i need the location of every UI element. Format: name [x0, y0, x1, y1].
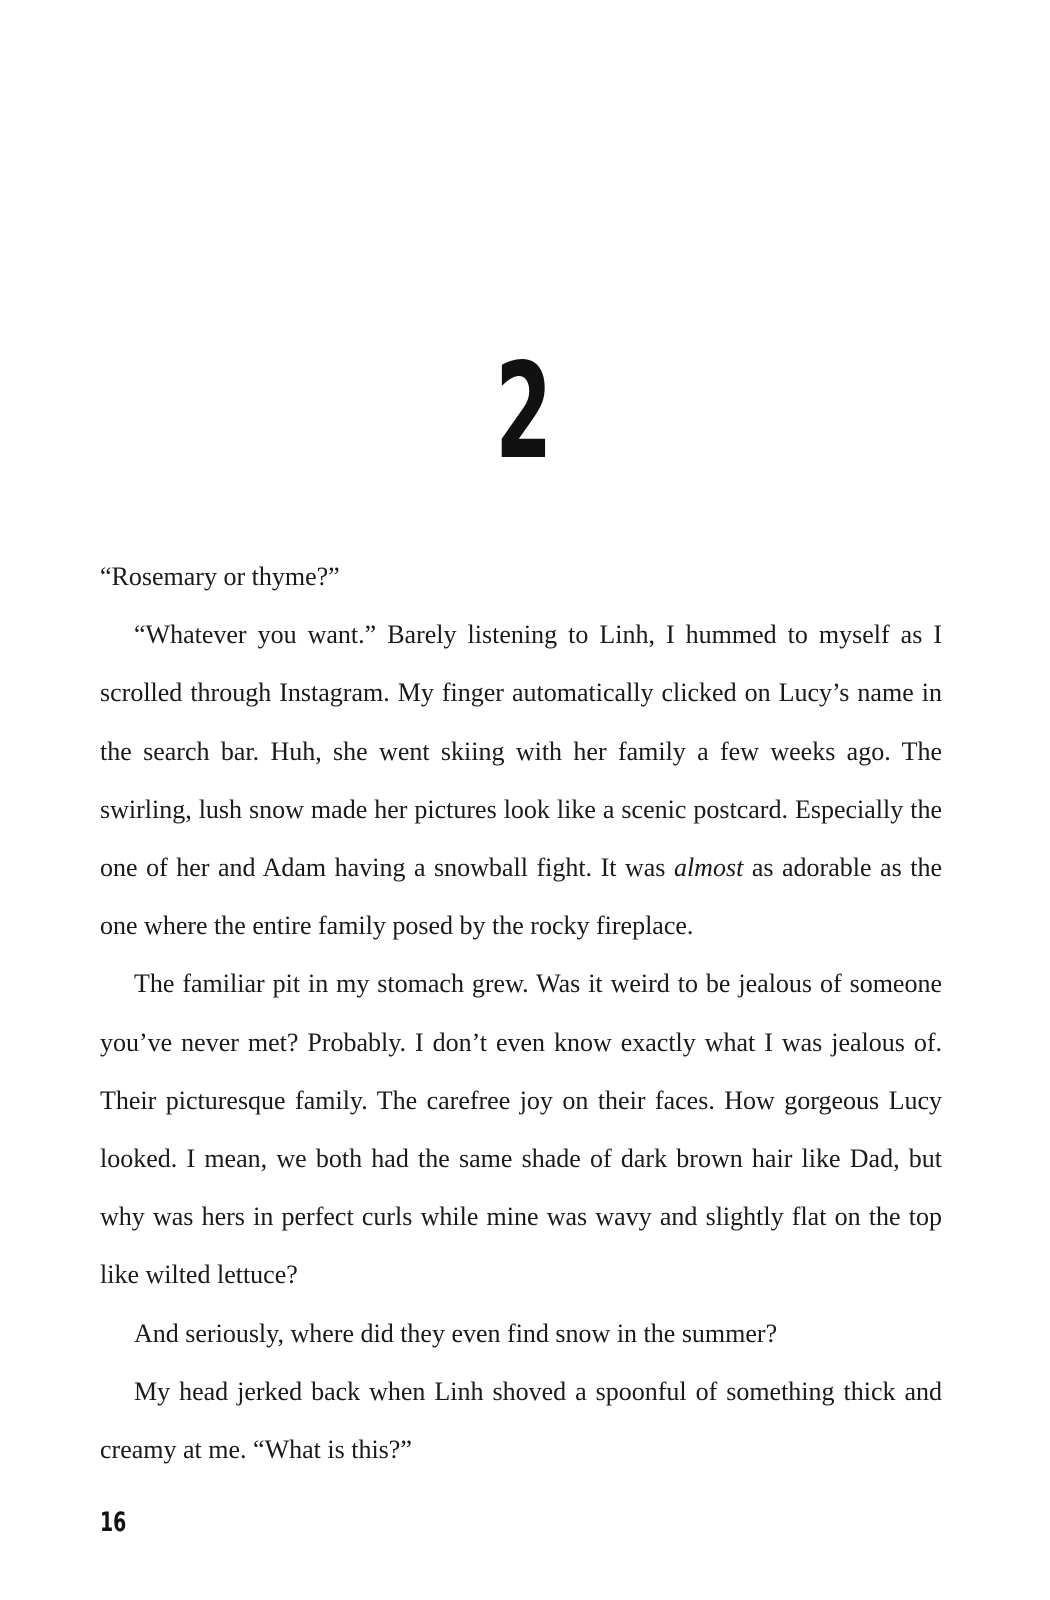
paragraph-text: The familiar pit in my stomach grew. Was it weird to be jealous of someone you’ve never met? Probably. I don’t even know exactly what I was jealous of. Their picturesque family. The carefree joy on their faces. How gorgeous Lucy looked. I mean, we both had the same shade of dark brown hair like Dad, but why was hers in perfect curls while mine was wavy and slightly flat on the top like wilted lettuce?	[100, 969, 942, 1290]
body-text	[100, 548, 942, 1479]
paragraph-text: My head jerked back when Linh shoved a spoonful of something thick and creamy at me. “What is this?”	[100, 1376, 942, 1465]
paragraph-text: “Whatever you want.” Barely listening to Linh, I hummed to myself as I scrolled through Instagram. My finger automatically clicked on Lucy’s name in the search bar. Huh, she went skiing with her family a few weeks ago. The swirling, lush snow made her pictures look like a scenic postcard. Especially the one of her and Adam having a snowball fight. It was	[100, 620, 942, 883]
paragraph	[100, 1305, 942, 1363]
chapter-number: 2	[495, 335, 551, 489]
paragraph-text: “Rosemary or thyme?”	[100, 562, 340, 591]
page-number: 16	[100, 1507, 127, 1538]
paragraph-text: as adorable as the one where the entire family posed by the rocky fireplace.	[100, 853, 942, 941]
paragraph	[100, 606, 942, 955]
paragraph	[100, 955, 942, 1304]
emphasis-text: almost	[673, 853, 744, 883]
paragraph-text: And seriously, where did they even find snow in the summer?	[134, 1318, 778, 1348]
paragraph	[100, 548, 942, 606]
paragraph	[100, 1363, 942, 1479]
